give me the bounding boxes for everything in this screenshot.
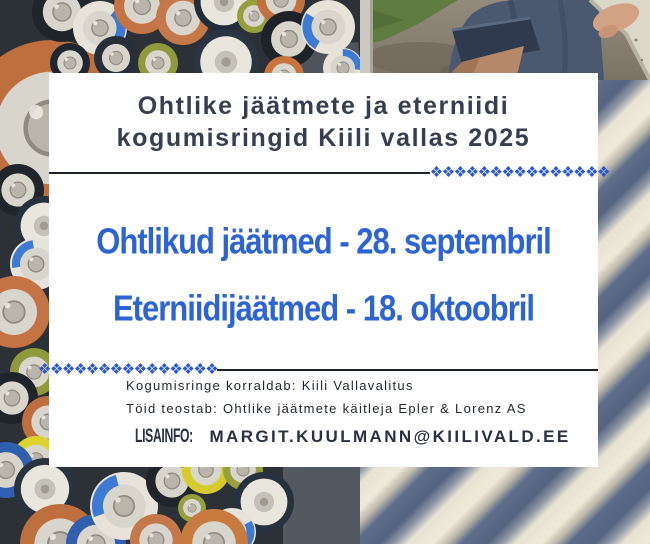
poster-title <box>49 90 598 154</box>
divider-line <box>217 369 598 371</box>
info-card <box>38 73 609 467</box>
ribbon-pattern-icon: ❖❖❖❖❖❖❖❖❖❖❖❖❖❖❖ <box>38 361 218 378</box>
worker-photo <box>360 0 650 80</box>
title-line-1: Ohtlike jäätmete ja eterniidi <box>137 92 510 120</box>
organizer-line: Kogumisringe korraldab: Kiili Vallavalitus <box>126 378 414 393</box>
divider-line <box>49 172 430 174</box>
contact-row <box>135 426 571 448</box>
event-hazardous-waste: Ohtlikud jäätmed - 28. septembril <box>96 221 551 262</box>
title-line-2: kogumisringid Kiili vallas 2025 <box>116 124 531 152</box>
event-eternit-waste: Eterniidijäätmed - 18. oktoobril <box>112 288 535 329</box>
info-label: LISAINFO: <box>135 426 193 447</box>
ribbon-pattern-icon: ❖❖❖❖❖❖❖❖❖❖❖❖❖❖❖ <box>429 164 609 181</box>
divider-top <box>49 165 609 181</box>
info-email: MARGIT.KUULMANN@KIILIVALD.EE <box>209 427 571 446</box>
organizer-info <box>126 375 527 420</box>
contractor-line: Töid teostab: Ohtlike jäätmete käitleja Epler & Lorenz AS <box>126 400 527 416</box>
